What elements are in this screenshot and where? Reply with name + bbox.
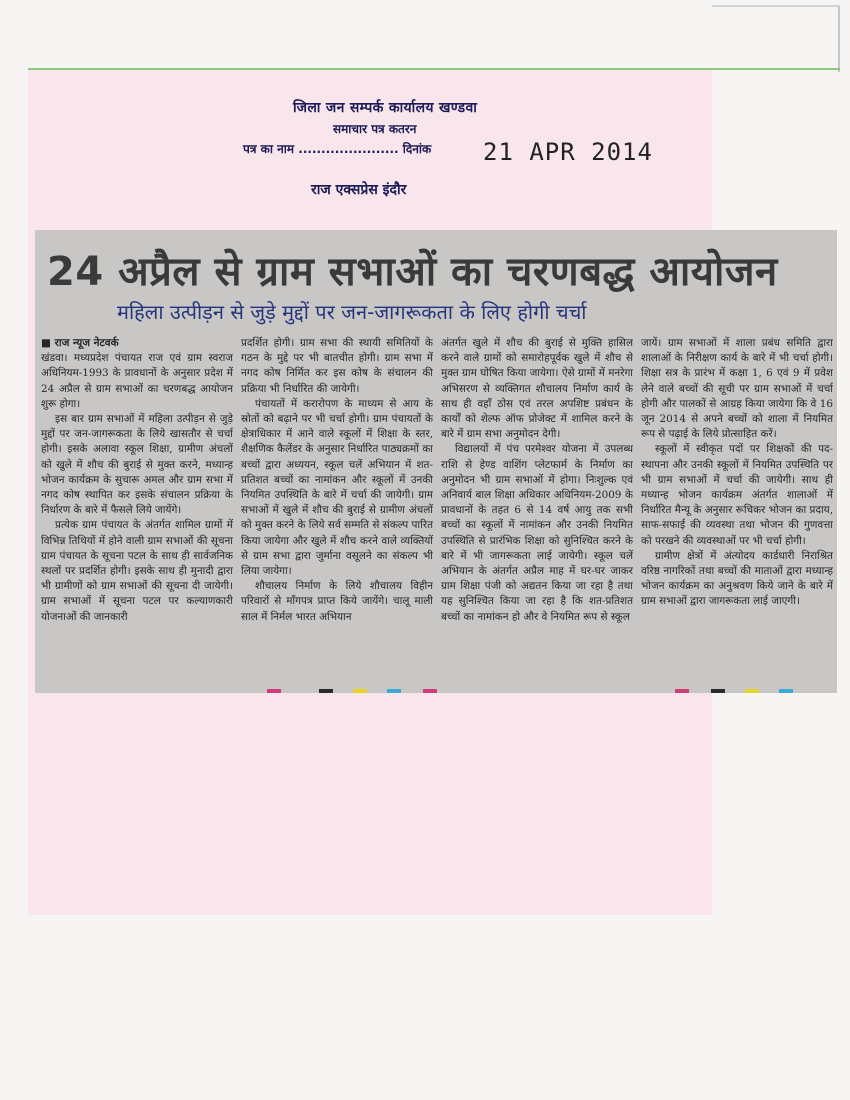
paragraph: ग्रामीण क्षेत्रों में अंत्योदय कार्डधारी निराश्रित वरिष्ठ नागरिकों तथा बच्चों की माताओं द्वारा मध्यान्ह भोजन कार्यक्रम का अनुश्रवण किये जाने के बारे में ग्राम सभाओं द्वारा जागरूकता लाई जाएगी। <box>641 549 833 608</box>
print-registration-mark <box>675 689 689 693</box>
clipping-blank-area <box>35 693 712 915</box>
print-registration-mark <box>745 689 759 693</box>
print-registration-mark <box>267 689 281 693</box>
scan-edge-line <box>838 6 840 72</box>
paragraph: इस बार ग्राम सभाओं में महिला उत्पीड़न से जुड़े मुद्दों पर जन-जागरूकता के लिये खासतौर से चर्चा होगी। इसके अलावा स्कूल शिक्षा, ग्रामीण अंचलों को खुले में शौच की बुराई से मुक्त करने, मध्यान्ह भोजन कार्यक्रम के सुचारू अमल और ग्राम सभा में नगद कोष स्थापित कर इसके संचालन प्रक्रिया के निर्धारण के बारे में फैसले लिये जायेंगे। <box>41 413 233 517</box>
paragraph: प्रत्येक ग्राम पंचायत के अंतर्गत शामिल ग्रामों में विभिन्न तिथियों में होने वाली ग्राम सभाओं की सूचना ग्राम पंचायत के सूचना पटल के साथ ही सार्वजनिक स्थलों पर प्रदर्शित होगी। इसके साथ ही मुनादी द्वारा भी ग्रामीणों को ग्राम सभाओं की सूचना दी जायेगी। ग्राम सभाओं में सूचना पटल पर कल्याणकारी योजनाओं की जानकारी <box>41 519 233 623</box>
article-columns <box>41 336 833 682</box>
cutting-label: समाचार पत्र कतरन <box>333 122 417 136</box>
paragraph: खंडवा। मध्यप्रदेश पंचायत राज एवं ग्राम स्वराज अधिनियम-1993 के प्रावधानों के अनुसार प्रदेश में 24 अप्रैल से ग्राम सभाओं का चरणबद्ध आयोजन शुरू होगा। <box>41 352 233 410</box>
paragraph: अंतर्गत खुले में शौच की बुराई से मुक्ति हासिल करने वाले ग्रामों को समारोहपूर्वक खुले में शौच से मुक्त ग्राम घोषित किया जायेगा। ऐसे ग्रामों में मनरेगा अभिसरण से व्यक्तिगत शौचालय निर्माण कार्य के साथ ही वहाँ ठोस एवं तरल अपशिष्ट प्रबंधन के कार्यों को शेल्फ ऑफ प्रोजेक्ट में शामिल करने के बारे में ग्राम सभा अनुमोदन देगी। <box>441 337 633 441</box>
stamp-date: 21 APR 2014 <box>483 138 653 166</box>
print-registration-mark <box>387 689 401 693</box>
paragraph: पंचायतों में करारोपण के माध्यम से आय के स्रोतों को बढ़ाने पर भी चर्चा होगी। ग्राम पंचायतों के क्षेत्राधिकार में आने वाले स्कूलों में शिक्षा के स्तर, शैक्षणिक कैलेंडर के अनुसार निर्धारित पाठ्यक्रमों का बच्चों द्वारा अध्ययन, स्कूल चलें अभियान में शत-प्रतिशत बच्चों का नामांकन और स्कूलों में उनकी नियमित उपस्थिति के बारे में चर्चा की जायेगी। ग्राम सभाओं में खुले में शौच की बुराई से ग्रामीण अंचलों को मुक्त करने के लिये सर्व सम्मति से संकल्प पारित किया जायेगा और खुले में शौच करने वाले व्यक्तियों से ग्राम सभा द्वारा जुर्माना वसूलने का संकल्प भी लिया जायेगा। <box>241 397 433 578</box>
print-registration-mark <box>319 689 333 693</box>
article-column-2 <box>241 336 433 682</box>
scan-edge-line <box>712 5 840 7</box>
print-registration-mark <box>423 689 437 693</box>
print-registration-mark <box>779 689 793 693</box>
article-column-1 <box>41 336 233 682</box>
article-column-4 <box>641 336 833 682</box>
paper-name-label: पत्र का नाम <box>243 142 295 156</box>
subheadline: महिला उत्पीड़न से जुड़े मुद्दों पर जन-जागरूकता के लिए होगी चर्चा <box>117 300 587 324</box>
headline: 24 अप्रैल से ग्राम सभाओं का चरणबद्ध आयोजन <box>47 249 778 295</box>
paragraph: विद्यालयों में पंच परमेश्वर योजना में उपलब्ध राशि से हेण्ड वाशिंग प्लेटफार्म के निर्माण का अनुमोदन भी ग्राम सभाओं में होगा। निःशुल्क एवं अनिवार्य बाल शिक्षा अधिकार अधिनियम-2009 के प्रावधानों के तहत 6 से 14 वर्ष आयु तक सभी बच्चों का स्कूलों में नामांकन और उनकी नियमित उपस्थिति से प्रारंभिक शिक्षा को सुनिश्चित करने के बारे में भी जागरूकता लाई जायेगी। स्कूल चलें अभियान के अंतर्गत अप्रैल माह में घर-घर जाकर ग्राम शिक्षा पंजी को अद्यतन किया जा रहा है तथा यह सुनिश्चित किया जा रहा है कि शत-प्रतिशत बच्चों का नामांकन हो और वे नियमित रूप से स्कूल <box>441 443 633 623</box>
newspaper-source: राज एक्सप्रेस इंदौर <box>311 182 407 198</box>
clipping-header <box>28 70 712 230</box>
office-name: जिला जन सम्पर्क कार्यालय खण्डवा <box>293 100 478 116</box>
paragraph: प्रदर्शित होगी। ग्राम सभा की स्थायी समितियों के गठन के मुद्दे पर भी बातचीत होगी। ग्राम सभा में नगद कोष निर्मित कर इस कोष के संचालन की प्रक्रिया भी निर्धारित की जायेगी। <box>241 337 433 395</box>
article-column-3 <box>441 336 633 682</box>
paragraph: स्कूलों में स्वीकृत पदों पर शिक्षकों की पद-स्थापना और उनकी स्कूलों में नियमित उपस्थिति पर भी ग्राम सभाओं में चर्चा की जायेगी। साथ ही मध्यान्ह भोजन कार्यक्रम अंतर्गत शालाओं में निर्धारित मैन्यू के अनुसार रूचिकर भोजन का प्रदाय, साफ-सफाई की व्यवस्था तथा भोजन की गुणवत्ता को परखने की व्यवस्थाओं पर भी चर्चा होगी। <box>641 443 833 547</box>
byline: ■ राज न्यूज नेटवर्क <box>41 337 119 349</box>
date-label: दिनांक <box>402 142 432 156</box>
paragraph: शौचालय निर्माण के लिये शौचालय विहीन परिवारों से माँगपत्र प्राप्त किये जायेंगे। चालू माली साल में निर्मल भारत अभियान <box>241 580 433 623</box>
paper-name-dots: ...................... <box>298 142 399 156</box>
print-registration-mark <box>353 689 367 693</box>
paragraph: जायें। ग्राम सभाओं में शाला प्रबंध समिति द्वारा शालाओं के निरीक्षण कार्य के बारे में भी चर्चा होगी। शिक्षा सत्र के प्रारंभ में कक्षा 1, 6 एवं 9 में प्रवेश लेने वाले बच्चों की सूची पर ग्राम सभाओं में चर्चा होगी और पालकों से आग्रह किया जायेगा कि वे 16 जून 2014 से अपने बच्चों को शाला में नियमित रूप से पढ़ाई के लिये प्रोत्साहित करें। <box>641 337 833 441</box>
print-registration-mark <box>711 689 725 693</box>
news-article <box>35 230 837 693</box>
